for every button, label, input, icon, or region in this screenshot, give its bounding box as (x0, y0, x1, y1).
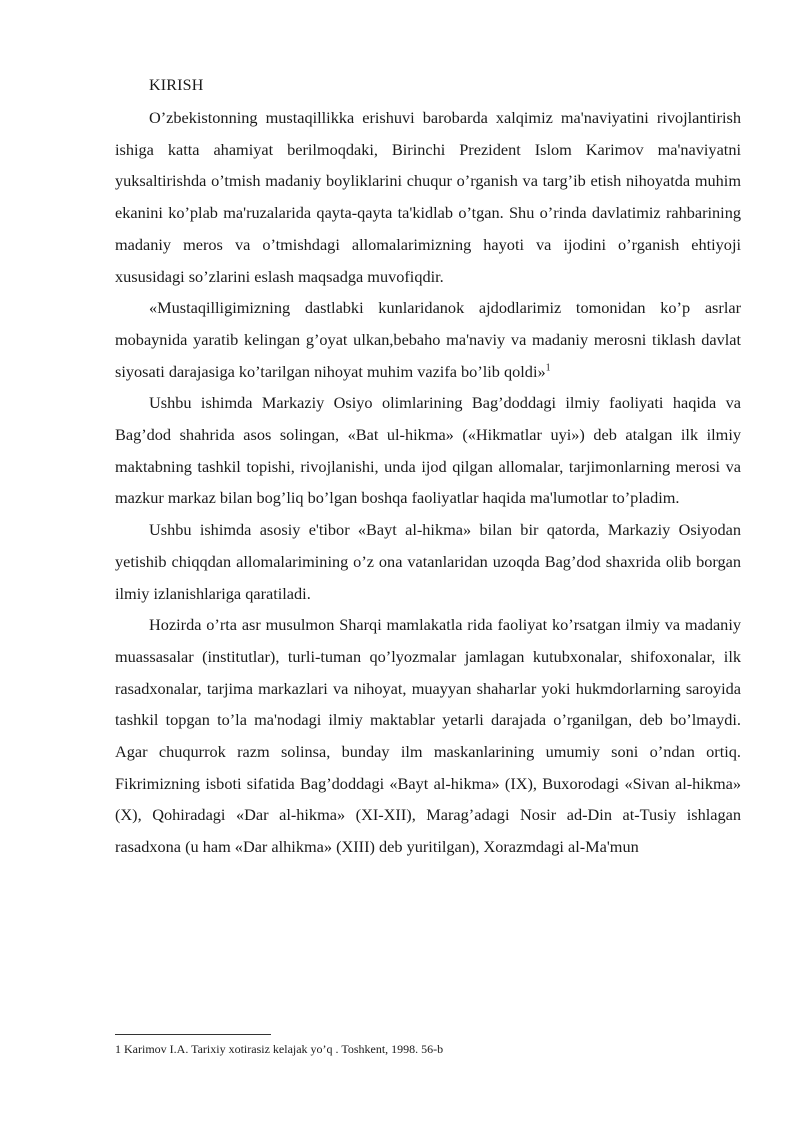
footnote-text: 1 Karimov I.A. Tarixiy xotirasiz kelajak yo’q . Toshkent, 1998. 56-b (115, 1042, 444, 1056)
quote-text: «Mustaqilligimizning dastlabki kunlaridanok ajdodlarimiz tomonidan ko’p asrlar mobaynida yaratib kelingan g’oyat ulkan,bebaho ma'naviy va madaniy merosni tiklash davlat siyosati darajasiga ko’tarilgan nihoyat muhim vazifa bo’lib qoldi» (115, 298, 741, 381)
paragraph-focus: Ushbu ishimda asosiy e'tibor «Bayt al-hikma» bilan bir qatorda, Markaziy Osiyodan yetishib chiqqdan allomalarimining o’z ona vatanlaridan uzoqda Bag’dod shaxrida olib borgan ilmiy izlanishlariga qaratiladi. (115, 520, 741, 603)
footnote-divider (115, 1034, 271, 1035)
footnote-reference[interactable]: 1 (545, 362, 551, 374)
section-heading: KIRISH (149, 77, 204, 94)
document-body (115, 70, 741, 863)
paragraph-intro: O’zbekistonning mustaqillikka erishuvi barobarda xalqimiz ma'naviyatini rivojlantirish ishiga katta ahamiyat berilmoqdaki, Birinchi Prezident Islom Karimov ma'naviyatni yuksaltirishda o’tmish madaniy boyliklarini chuqur o’rganish va targ’ib etish nihoyatda muhim ekanini ko’plab ma'ruzalarida qayta-qayta ta'kidlab o’tgan. Shu o’rinda davlatimiz rahbarining madaniy meros va o’tmishdagi allomalarimizning hayoti va ijodini o’rganish ehtiyoji xususidagi so’zlarini eslash maqsadga muvofiqdir. (115, 108, 741, 286)
paragraph-quote (115, 292, 741, 387)
paragraph-scope: Ushbu ishimda Markaziy Osiyo olimlarining Bag’doddagi ilmiy faoliyati haqida va Bag’dod shahrida asos solingan, «Bat ul-hikma» («Hikmatlar uyi») deb atalgan ilk ilmiy maktabning tashkil topishi, rivojlanishi, unda ijod qilgan allomalar, tarjimonlarning merosi va mazkur markaz bilan bog’liq bo’lgan boshqa faoliyatlar haqida ma'lumotlar to’pladim. (115, 393, 741, 508)
paragraph-institutions: Hozirda o’rta asr musulmon Sharqi mamlakatla rida faoliyat ko’rsatgan ilmiy va madaniy muassasalar (institutlar), turli-tuman qo’lyozmalar jamlagan kutubxonalar, shifoxonalar, ilk rasadxonalar, tarjima markazlari va nihoyat, muayyan shaharlar yoki hukmdorlarning saroyida tashkil topgan to’la ma'nodagi ilmiy maktablar yetarli darajada o’rganilgan, deb bo’lmaydi. Agar chuqurrok razm solinsa, bunday ilm maskanlarining umumiy soni o’ndan ortiq. Fikrimizning isboti sifatida Bag’doddagi «Bayt al-hikma» (IX), Buxorodagi «Sivan al-hikma» (X), Qohiradagi «Dar al-hikma» (XI-XII), Marag’adagi Nosir ad-Din at-Tusiy ishlagan rasadxona (u ham «Dar alhikma» (XIII) deb yuritilgan), Xorazmdagi al-Ma'mun (115, 615, 741, 857)
